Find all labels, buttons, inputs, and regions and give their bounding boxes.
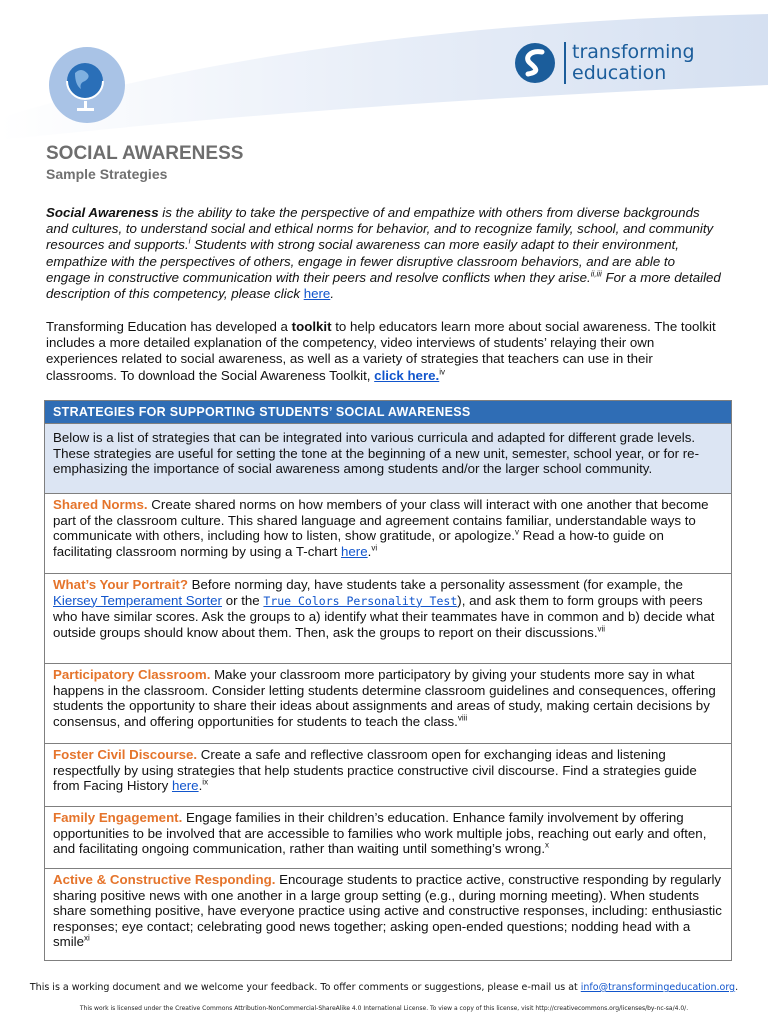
toolkit-text-1: Transforming Education has developed a <box>46 319 292 334</box>
footnote-ref: ix <box>202 777 209 787</box>
strategy-text: Read a how-to guide on facilitating classroom norming by using a T-chart <box>53 528 664 559</box>
strategy-foster-civil-discourse <box>45 743 731 806</box>
footnote-ref: xi <box>84 933 90 943</box>
footnote-ref: x <box>545 840 550 850</box>
page-title: SOCIAL AWARENESS <box>46 143 244 164</box>
strategy-active-constructive-responding <box>45 868 731 960</box>
intro-text-2: Students with strong social awareness can more easily adapt to their environment, empathize with the perspectives of others, engage in fewer disruptive classroom behaviors, and are able to engage in constructive communication with their peers and resolve conflicts when they arise. <box>46 237 679 285</box>
strategy-shared-norms <box>45 493 731 573</box>
intro-text-1: is the ability to take the perspective of and empathize with others from diverse backgrounds and cultures, to understand social and ethical norms for behavior, and to recognize family, school, and community resources and supports. <box>46 205 714 253</box>
strategy-name: Shared Norms. <box>53 497 148 512</box>
globe-icon <box>47 45 127 130</box>
footnote-ref: ii,iii <box>590 269 602 279</box>
footnote-ref: v <box>514 527 519 537</box>
strategies-table <box>44 400 732 961</box>
strategy-name: Participatory Classroom. <box>53 667 211 682</box>
footnote-ref: vii <box>597 624 606 634</box>
true-colors-link[interactable]: True Colors Personality Test <box>263 593 458 608</box>
toolkit-text-2: to help educators learn more about social awareness. The toolkit includes a more detailed explanation of the competency, video interviews of students’ relaying their own experiences related to social awareness, as well as a variety of strategies that teachers can use in their classrooms. To download the Social Awareness Toolkit, <box>46 319 716 383</box>
strategy-text: Make your classroom more participatory by giving your students more say in what happens in the classroom. Consider letting students determine classroom guidelines and consequences, offering students the opportunity to share their ideas about assignments and areas of study, making certain decisions by consensus, and offering opportunities for students to teach the class. <box>53 667 716 729</box>
footer-end: . <box>735 982 739 993</box>
strategy-text: Engage families in their children’s education. Enhance family involvement by offering opportunities to be involved that are accessible to families who work multiple jobs, reaching out early and often, and facilitating ongoing communication, rather than waiting until something’s wrong. <box>53 810 707 857</box>
footnote-ref: iv <box>439 367 446 377</box>
strategy-text: Create a safe and reflective classroom open for exchanging ideas and listening respectfully by using strategies that help students practice constructive civil discourse. Find a strategies guide from Facing History <box>53 747 697 794</box>
toolkit-download-link[interactable]: click here. <box>374 367 440 383</box>
footnote-ref: vi <box>371 543 378 553</box>
intro-here-link[interactable]: here <box>303 286 331 302</box>
strategy-text: Create shared norms on how members of your class will interact with one another that become part of the classroom culture. This shared language and agreement contains familiar, understandable ways to communicate with others, including how to listen, show gratitude, or apologize. <box>53 497 709 544</box>
strategy-family-engagement <box>45 806 731 868</box>
logo-mark-icon <box>514 42 556 84</box>
strategy-text: . <box>367 543 372 559</box>
intro-term: Social Awareness <box>46 205 159 220</box>
strategy-name: Active & Constructive Responding. <box>53 872 276 887</box>
strategy-participatory-classroom <box>45 663 731 743</box>
transforming-education-logo <box>514 42 695 84</box>
strategy-text: Encourage students to practice active, constructive responding by regularly sharing positive news with one another in a large group setting (e.g., during morning meeting). When students share something positive, have everyone practice using active and constructive responses, including: enthusiastic responses; eye contact; celebrating good news together; asking open-ended questions; nodding head with a smile <box>53 872 722 950</box>
strategy-whats-your-portrait <box>45 573 731 663</box>
strategy-name: Family Engagement. <box>53 810 183 825</box>
footnote-ref: viii <box>457 713 468 723</box>
strategy-text: ), and ask them to form groups with peers who have similar scores. Ask the groups to a) identify what their teammates have in common and b) decide what outside groups should know about them. Then, ask the groups to report on their discussions. <box>53 592 715 640</box>
kiersey-link[interactable]: Kiersey Temperament Sorter <box>53 592 222 608</box>
strategy-text: or the <box>222 592 264 608</box>
toolkit-bold: toolkit <box>291 319 332 334</box>
intro-paragraph <box>46 205 722 302</box>
t-chart-here-link[interactable]: here <box>340 543 368 559</box>
logo-line-2: education <box>572 62 667 84</box>
feedback-footer <box>0 982 768 993</box>
logo-line-1: transforming <box>572 41 695 63</box>
footnote-ref: i <box>188 236 191 246</box>
facing-history-here-link[interactable]: here <box>171 778 199 794</box>
footer-text: This is a working document and we welcome your feedback. To offer comments or suggestions, please e-mail us at <box>29 982 581 993</box>
strategy-name: What’s Your Portrait? <box>53 577 188 592</box>
email-link[interactable]: info@transformingeducation.org <box>580 982 736 993</box>
table-lead-row: Below is a list of strategies that can be integrated into various curricula and adapted for different grade levels. These strategies are useful for setting the tone at the beginning of a new unit, semester, school year, or for re-emphasizing the importance of social awareness among students and/or the larger school community. <box>45 423 731 493</box>
table-header: STRATEGIES FOR SUPPORTING STUDENTS’ SOCIAL AWARENESS <box>45 401 731 423</box>
page-subtitle: Sample Strategies <box>46 166 168 182</box>
intro-text-3: For a more detailed description of this competency, please click <box>46 269 721 302</box>
intro-end: . <box>330 286 335 302</box>
strategy-text: . <box>198 778 203 794</box>
strategy-text: Before norming day, have students take a personality assessment (for example, the <box>187 577 683 592</box>
logo-wordmark <box>564 42 695 84</box>
toolkit-paragraph <box>46 319 722 384</box>
strategy-name: Foster Civil Discourse. <box>53 747 198 762</box>
license-footer: This work is licensed under the Creative Commons Attribution-NonCommercial-ShareAlike 4.0 International License. To view a copy of this license, visit http://creativecommons.org/licenses/by-nc-sa/4.0/. <box>79 1005 689 1012</box>
